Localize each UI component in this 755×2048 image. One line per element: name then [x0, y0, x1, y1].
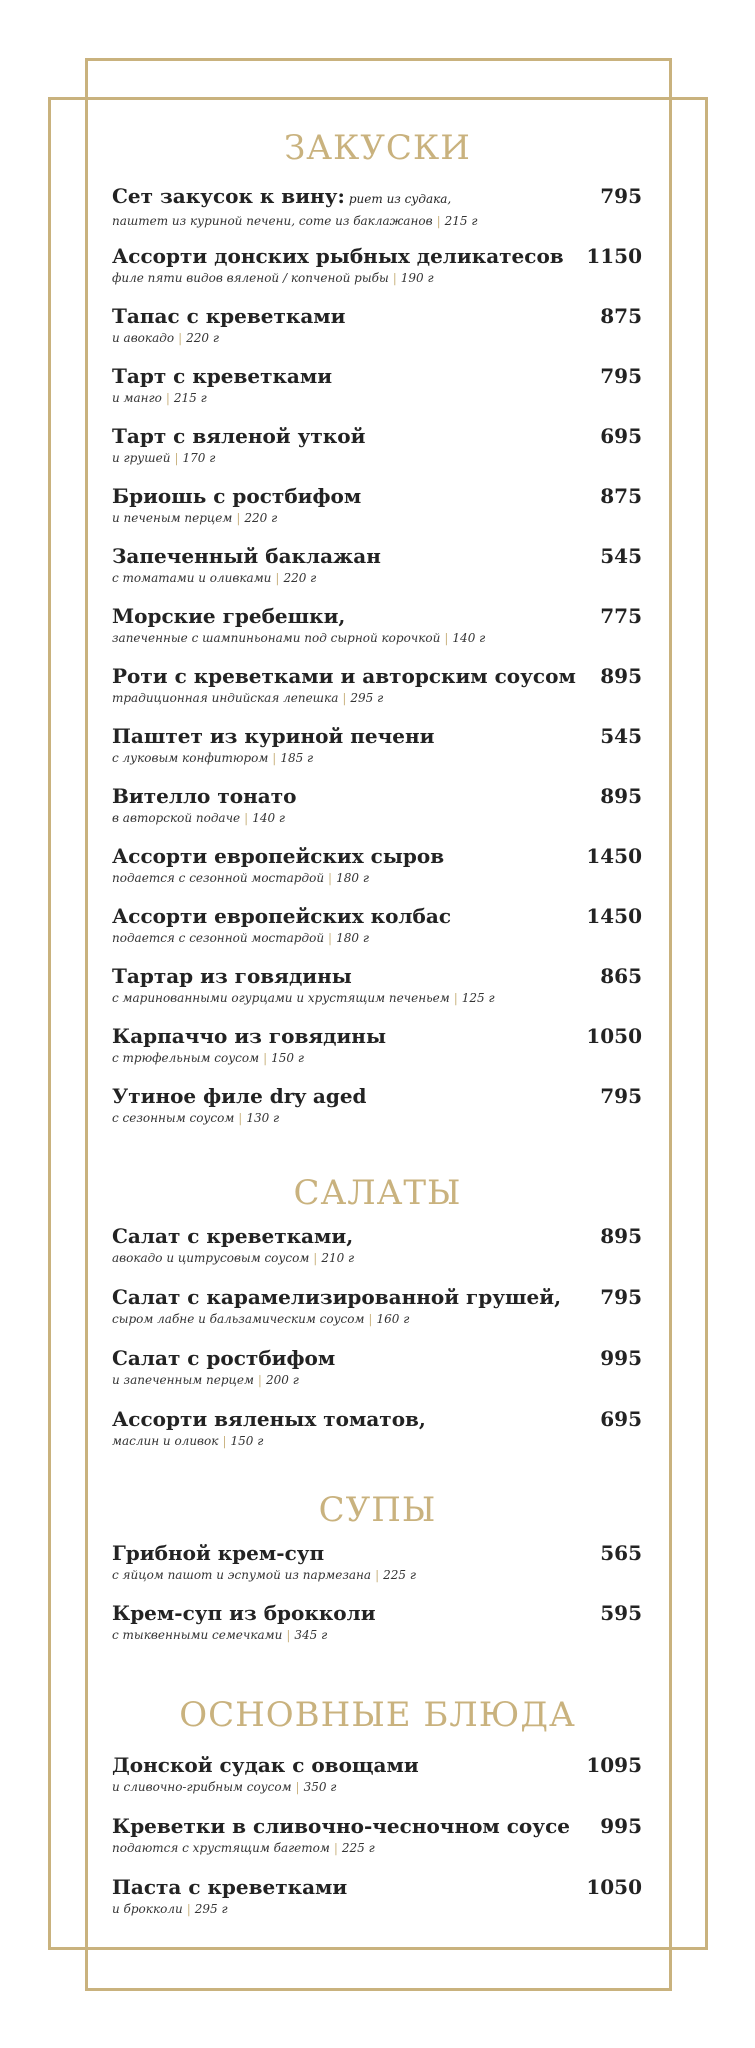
item-name-text: Паста с креветками [112, 1875, 348, 1899]
item-weight: 210 г [321, 1251, 355, 1265]
item-price: 795 [600, 364, 642, 388]
item-weight: 220 г [244, 511, 278, 525]
item-price: 795 [600, 1285, 642, 1309]
item-weight: 220 г [186, 331, 219, 345]
item-description [112, 511, 642, 525]
separator: | [257, 1373, 262, 1387]
item-price: 1050 [586, 1024, 642, 1048]
menu-item [112, 1540, 642, 1582]
item-name [112, 363, 642, 389]
item-description [112, 1902, 642, 1916]
item-name [112, 1752, 642, 1778]
item-weight: 200 г [265, 1373, 299, 1387]
item-description-text: паштет из куриной печени, соте из баклажанов [112, 214, 433, 228]
menu-item [112, 303, 642, 345]
menu-item [112, 1223, 642, 1265]
separator: | [436, 214, 441, 228]
item-weight: 350 г [303, 1780, 337, 1794]
item-description [112, 1251, 642, 1265]
separator: | [368, 1312, 373, 1326]
item-description [112, 391, 642, 405]
item-description-text: запеченные с шампиньонами под сырной корочкой [112, 631, 441, 645]
menu-item [112, 363, 642, 405]
item-description-text: и манго [112, 391, 162, 405]
item-description [112, 691, 642, 705]
separator: | [313, 1251, 318, 1265]
section-title-zakuski: ЗАКУСКИ [284, 128, 471, 168]
item-name-text: Сет закусок к вину: [112, 184, 345, 208]
item-name-text: Ассорти европейских колбас [112, 904, 452, 928]
item-price: 995 [600, 1814, 642, 1838]
item-price: 1450 [586, 844, 642, 868]
item-name [112, 1813, 642, 1839]
item-name-text: Запеченный баклажан [112, 544, 381, 568]
item-name [112, 543, 642, 569]
item-weight: 140 г [252, 811, 285, 825]
menu-item [112, 423, 642, 465]
menu-item [112, 783, 642, 825]
menu-item [112, 723, 642, 765]
item-weight: 215 г [173, 391, 207, 405]
item-price: 545 [600, 724, 642, 748]
separator: | [178, 331, 183, 345]
item-price: 595 [600, 1601, 642, 1625]
item-description-text: филе пяти видов вяленой / копченой рыбы [112, 271, 389, 285]
item-price: 1450 [586, 904, 642, 928]
item-name-text: Паштет из куриной печени [112, 724, 435, 748]
item-name-text: Салат с карамелизированной грушей, [112, 1285, 562, 1309]
item-description [112, 1051, 642, 1065]
item-description-text: и авокадо [112, 331, 175, 345]
item-name [112, 423, 642, 449]
item-description [112, 331, 642, 345]
item-name [112, 1345, 642, 1371]
item-price: 565 [600, 1541, 642, 1565]
separator: | [342, 691, 347, 705]
menu-item [112, 1023, 642, 1065]
separator: | [328, 871, 333, 885]
item-name-text: Ассорти вяленых томатов, [112, 1407, 426, 1431]
item-description [112, 1841, 642, 1855]
item-weight: 220 г [283, 571, 317, 585]
separator: | [453, 991, 458, 1005]
item-name [112, 603, 642, 629]
item-description [112, 214, 642, 228]
item-description [112, 811, 642, 825]
item-price: 795 [600, 184, 642, 208]
menu-item [112, 1874, 642, 1916]
item-price: 545 [600, 544, 642, 568]
separator: | [174, 451, 179, 465]
item-name-text: Салат с креветками, [112, 1224, 354, 1248]
menu-item [112, 1752, 642, 1794]
item-name [112, 1284, 642, 1310]
item-name [112, 483, 642, 509]
item-weight: 295 г [350, 691, 384, 705]
item-description-text: и грушей [112, 451, 171, 465]
item-name [112, 963, 642, 989]
item-description-text: подается с сезонной мостардой [112, 931, 325, 945]
item-description-text: подаются с хрустящим багетом [112, 1841, 330, 1855]
item-weight: 140 г [452, 631, 486, 645]
item-weight: 130 г [246, 1111, 280, 1125]
item-description [112, 1434, 642, 1448]
item-price: 795 [600, 1084, 642, 1108]
item-description [112, 271, 642, 285]
item-description [112, 1111, 642, 1125]
separator: | [375, 1568, 380, 1582]
separator: | [165, 391, 170, 405]
menu-item [112, 903, 642, 945]
menu-item [112, 1083, 642, 1125]
separator: | [333, 1841, 338, 1855]
item-name-text: Морские гребешки, [112, 604, 346, 628]
item-price: 1050 [586, 1875, 642, 1899]
item-name [112, 663, 642, 689]
item-weight: 185 г [280, 751, 314, 765]
separator: | [444, 631, 449, 645]
item-description [112, 451, 642, 465]
item-description-text: с яйцом пашот и эспумой из пармезана [112, 1568, 372, 1582]
item-weight: 160 г [376, 1312, 410, 1326]
menu-item [112, 843, 642, 885]
item-name-text: Тарт с креветками [112, 364, 333, 388]
item-description-text: с трюфельным соусом [112, 1051, 260, 1065]
separator: | [263, 1051, 268, 1065]
section-title-osnovnye: ОСНОВНЫЕ БЛЮДА [179, 1695, 576, 1735]
item-inline-description: риет из судака, [348, 192, 452, 206]
item-name-text: Донской судак с овощами [112, 1753, 419, 1777]
menu-item [112, 963, 642, 1005]
item-description [112, 1780, 642, 1794]
separator: | [328, 931, 333, 945]
section-title-supy: СУПЫ [318, 1490, 437, 1530]
menu-item [112, 1600, 642, 1642]
item-description-text: и печеным перцем [112, 511, 233, 525]
item-weight: 215 г [444, 214, 478, 228]
item-description [112, 931, 642, 945]
item-name [112, 1874, 642, 1900]
item-description-text: в авторской подаче [112, 811, 241, 825]
item-weight: 295 г [194, 1902, 228, 1916]
item-name [112, 183, 642, 212]
item-description [112, 1568, 642, 1582]
item-name-text: Тапас с креветками [112, 304, 346, 328]
item-name [112, 243, 642, 269]
item-price: 895 [600, 1224, 642, 1248]
separator: | [275, 571, 280, 585]
item-description [112, 871, 642, 885]
separator: | [244, 811, 249, 825]
item-name [112, 1540, 642, 1566]
menu-item [112, 1406, 642, 1448]
item-name [112, 1083, 642, 1109]
separator: | [286, 1628, 291, 1642]
item-price: 695 [600, 1407, 642, 1431]
item-name-text: Салат с ростбифом [112, 1346, 336, 1370]
item-description [112, 991, 642, 1005]
item-description-text: с маринованными огурцами и хрустящим печеньем [112, 991, 450, 1005]
item-description-text: подается с сезонной мостардой [112, 871, 325, 885]
separator: | [238, 1111, 243, 1125]
section-title-salaty: САЛАТЫ [293, 1173, 462, 1213]
item-weight: 170 г [182, 451, 216, 465]
item-description-text: сыром лабне и бальзамическим соусом [112, 1312, 365, 1326]
item-weight: 345 г [294, 1628, 328, 1642]
item-name-text: Грибной крем-суп [112, 1541, 325, 1565]
menu-item [112, 603, 642, 645]
menu-item [112, 1813, 642, 1855]
separator: | [295, 1780, 300, 1794]
item-price: 995 [600, 1346, 642, 1370]
separator: | [236, 511, 241, 525]
separator: | [222, 1434, 227, 1448]
item-description-text: авокадо и цитрусовым соусом [112, 1251, 310, 1265]
item-weight: 125 г [461, 991, 495, 1005]
item-name-text: Утиное филе dry aged [112, 1084, 367, 1108]
item-name [112, 1600, 642, 1626]
item-name-text: Бриошь с ростбифом [112, 484, 362, 508]
item-weight: 180 г [336, 871, 369, 885]
separator: | [392, 271, 397, 285]
item-weight: 150 г [230, 1434, 264, 1448]
menu-item [112, 543, 642, 585]
item-name-text: Креветки в сливочно-чесночном соусе [112, 1814, 570, 1838]
item-price: 875 [600, 304, 642, 328]
item-description-text: традиционная индийская лепешка [112, 691, 339, 705]
item-description [112, 1312, 642, 1326]
item-price: 895 [600, 784, 642, 808]
item-weight: 225 г [341, 1841, 375, 1855]
item-name-text: Роти с креветками и авторским соусом [112, 664, 576, 688]
item-description [112, 631, 642, 645]
item-price: 775 [600, 604, 642, 628]
item-description [112, 571, 642, 585]
item-description-text: и запеченным перцем [112, 1373, 254, 1387]
separator: | [272, 751, 277, 765]
item-name-text: Крем-суп из брокколи [112, 1601, 376, 1625]
item-weight: 180 г [336, 931, 369, 945]
item-description-text: и брокколи [112, 1902, 183, 1916]
item-name [112, 1223, 642, 1249]
item-description-text: с луковым конфитюром [112, 751, 269, 765]
item-price: 695 [600, 424, 642, 448]
item-name-text: Тартар из говядины [112, 964, 352, 988]
item-name [112, 1023, 642, 1049]
item-price: 1150 [586, 244, 642, 268]
item-price: 875 [600, 484, 642, 508]
item-price: 895 [600, 664, 642, 688]
item-description [112, 1373, 642, 1387]
item-name [112, 843, 642, 869]
menu-item [112, 243, 642, 285]
item-description [112, 1628, 642, 1642]
item-description-text: и сливочно-грибным соусом [112, 1780, 292, 1794]
item-name [112, 1406, 642, 1432]
item-name-text: Ассорти донских рыбных деликатесов [112, 244, 564, 268]
menu-item [112, 483, 642, 525]
menu-item [112, 1345, 642, 1387]
item-name [112, 723, 642, 749]
item-description-text: с сезонным соусом [112, 1111, 235, 1125]
item-name [112, 303, 642, 329]
item-weight: 225 г [383, 1568, 416, 1582]
item-name [112, 783, 642, 809]
item-description-text: с томатами и оливками [112, 571, 272, 585]
item-weight: 150 г [271, 1051, 304, 1065]
separator: | [186, 1902, 191, 1916]
menu-item [112, 183, 642, 228]
item-price: 865 [600, 964, 642, 988]
item-description-text: маслин и оливок [112, 1434, 219, 1448]
menu-item [112, 663, 642, 705]
item-description [112, 751, 642, 765]
item-name [112, 903, 642, 929]
item-name-text: Тарт с вяленой уткой [112, 424, 366, 448]
item-name-text: Ассорти европейских сыров [112, 844, 445, 868]
item-name-text: Карпаччо из говядины [112, 1024, 386, 1048]
item-price: 1095 [586, 1753, 642, 1777]
item-name-text: Вителло тонато [112, 784, 297, 808]
item-description-text: с тыквенными семечками [112, 1628, 283, 1642]
menu-item [112, 1284, 642, 1326]
item-weight: 190 г [400, 271, 434, 285]
